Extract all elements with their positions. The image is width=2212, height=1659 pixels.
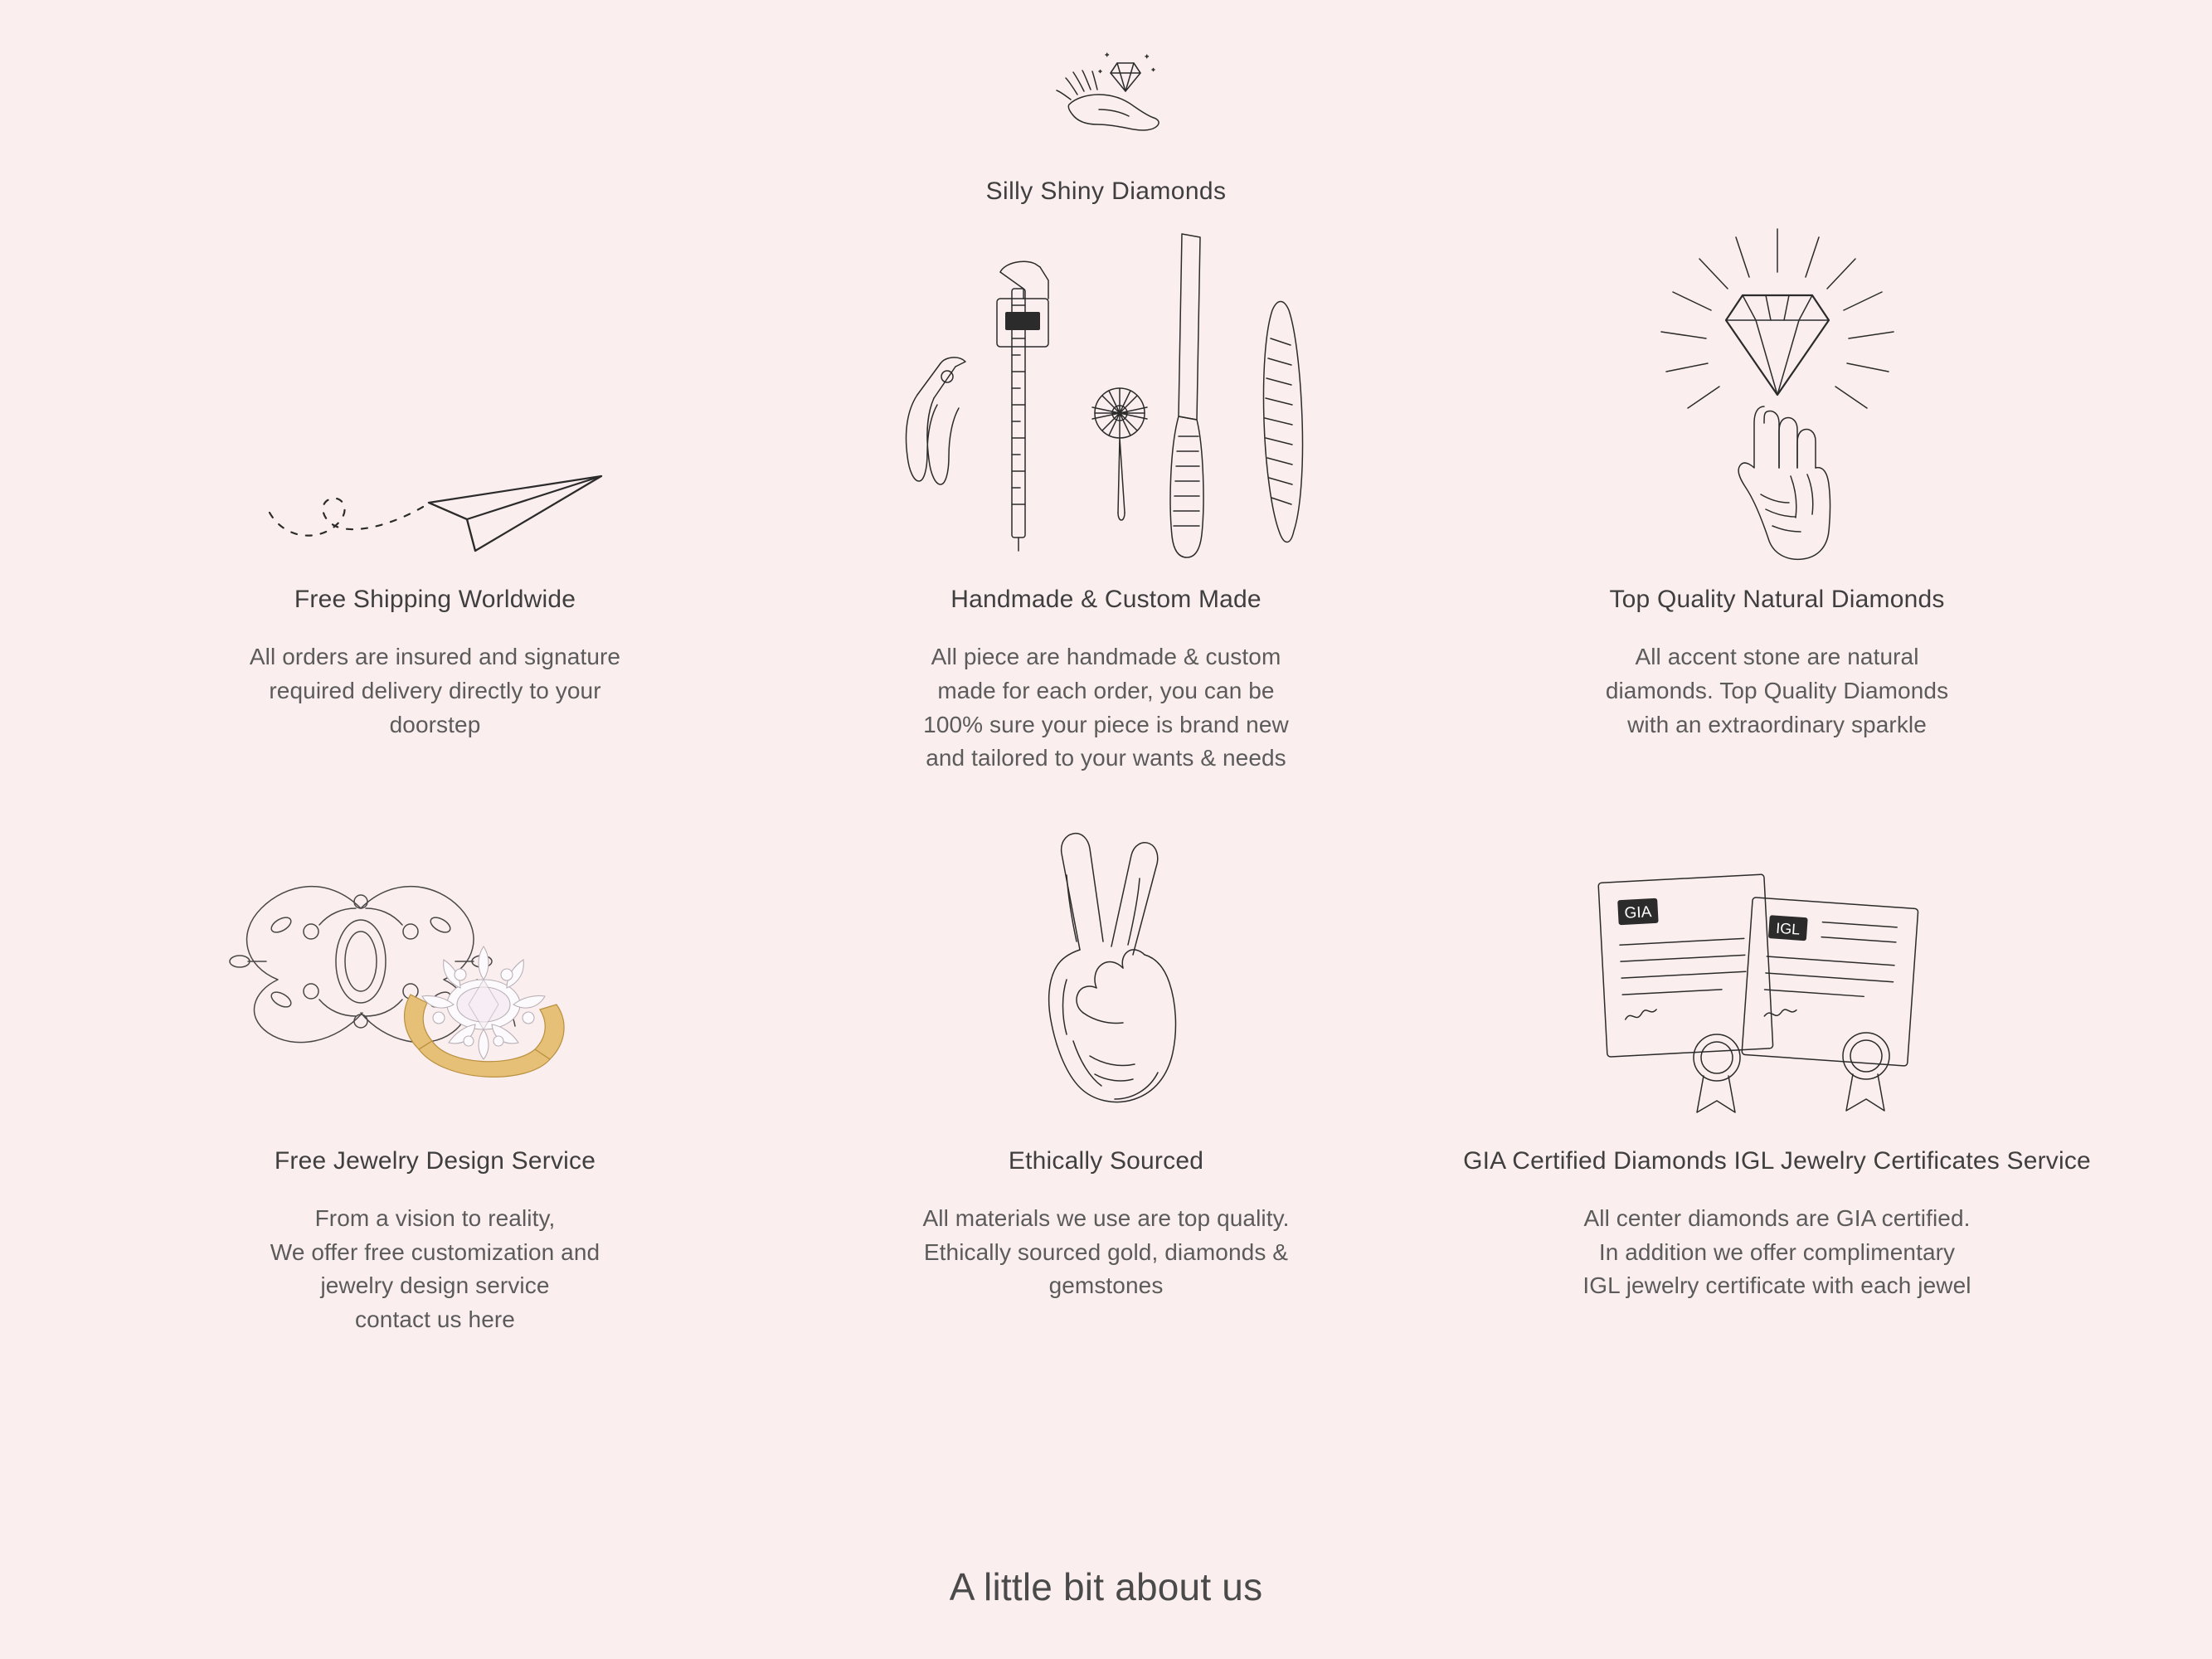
feature-ethically-sourced <box>771 809 1441 1337</box>
contact-us-link[interactable]: contact us here <box>355 1306 515 1332</box>
feature-title: GIA Certified Diamonds IGL Jewelry Certificates Service <box>1463 1146 2091 1175</box>
brand-header <box>0 0 2212 206</box>
footer <box>0 1564 2212 1609</box>
feature-body: All center diamonds are GIA certified. In addition we offer complimentary IGL jewelry certificate with each jewel <box>1582 1205 1971 1299</box>
feature-body: All materials we use are top quality. Ethically sourced gold, diamonds & gemstones <box>922 1205 1290 1299</box>
jewelry-tools-icon <box>874 222 1339 571</box>
hand-holding-sparkling-diamond-icon <box>1612 222 1943 571</box>
hand-holding-diamond-icon <box>1019 40 1194 173</box>
feature-title: Ethically Sourced <box>1008 1146 1204 1175</box>
feature-title: Handmade & Custom Made <box>950 586 1262 613</box>
feature-body: From a vision to reality, We offer free customization and jewelry design service contact us here <box>270 1202 600 1336</box>
feature-free-jewelry-design-service <box>100 809 771 1337</box>
feature-title: Free Shipping Worldwide <box>294 586 576 613</box>
feature-gia-certified-diamonds <box>1441 809 2112 1337</box>
peace-hand-icon <box>999 809 1214 1132</box>
brand-name: Silly Shiny Diamonds <box>985 178 1227 205</box>
ring-sketch-and-ring-icon <box>220 809 651 1132</box>
certificate-label-igl: IGL <box>1775 919 1801 938</box>
feature-top-quality-natural-diamonds <box>1441 222 2112 776</box>
certificates-icon <box>1582 809 1972 1132</box>
feature-title: Top Quality Natural Diamonds <box>1609 586 1945 613</box>
feature-free-shipping-worldwide <box>100 222 771 776</box>
feature-title: Free Jewelry Design Service <box>274 1146 596 1175</box>
about-us-heading: A little bit about us <box>949 1565 1263 1608</box>
paper-plane-icon <box>253 222 618 571</box>
certificate-label-gia: GIA <box>1623 902 1652 922</box>
feature-body: All orders are insured and signature required delivery directly to your doorstep <box>249 644 621 737</box>
feature-grid <box>0 206 2212 1337</box>
feature-body: All accent stone are natural diamonds. Top Quality Diamonds with an extraordinary sparkle <box>1605 644 1949 737</box>
feature-handmade-custom-made <box>771 222 1441 776</box>
feature-body: All piece are handmade & custom made for each order, you can be 100% sure your piece is brand new and tailored to your wants & needs <box>923 644 1289 771</box>
